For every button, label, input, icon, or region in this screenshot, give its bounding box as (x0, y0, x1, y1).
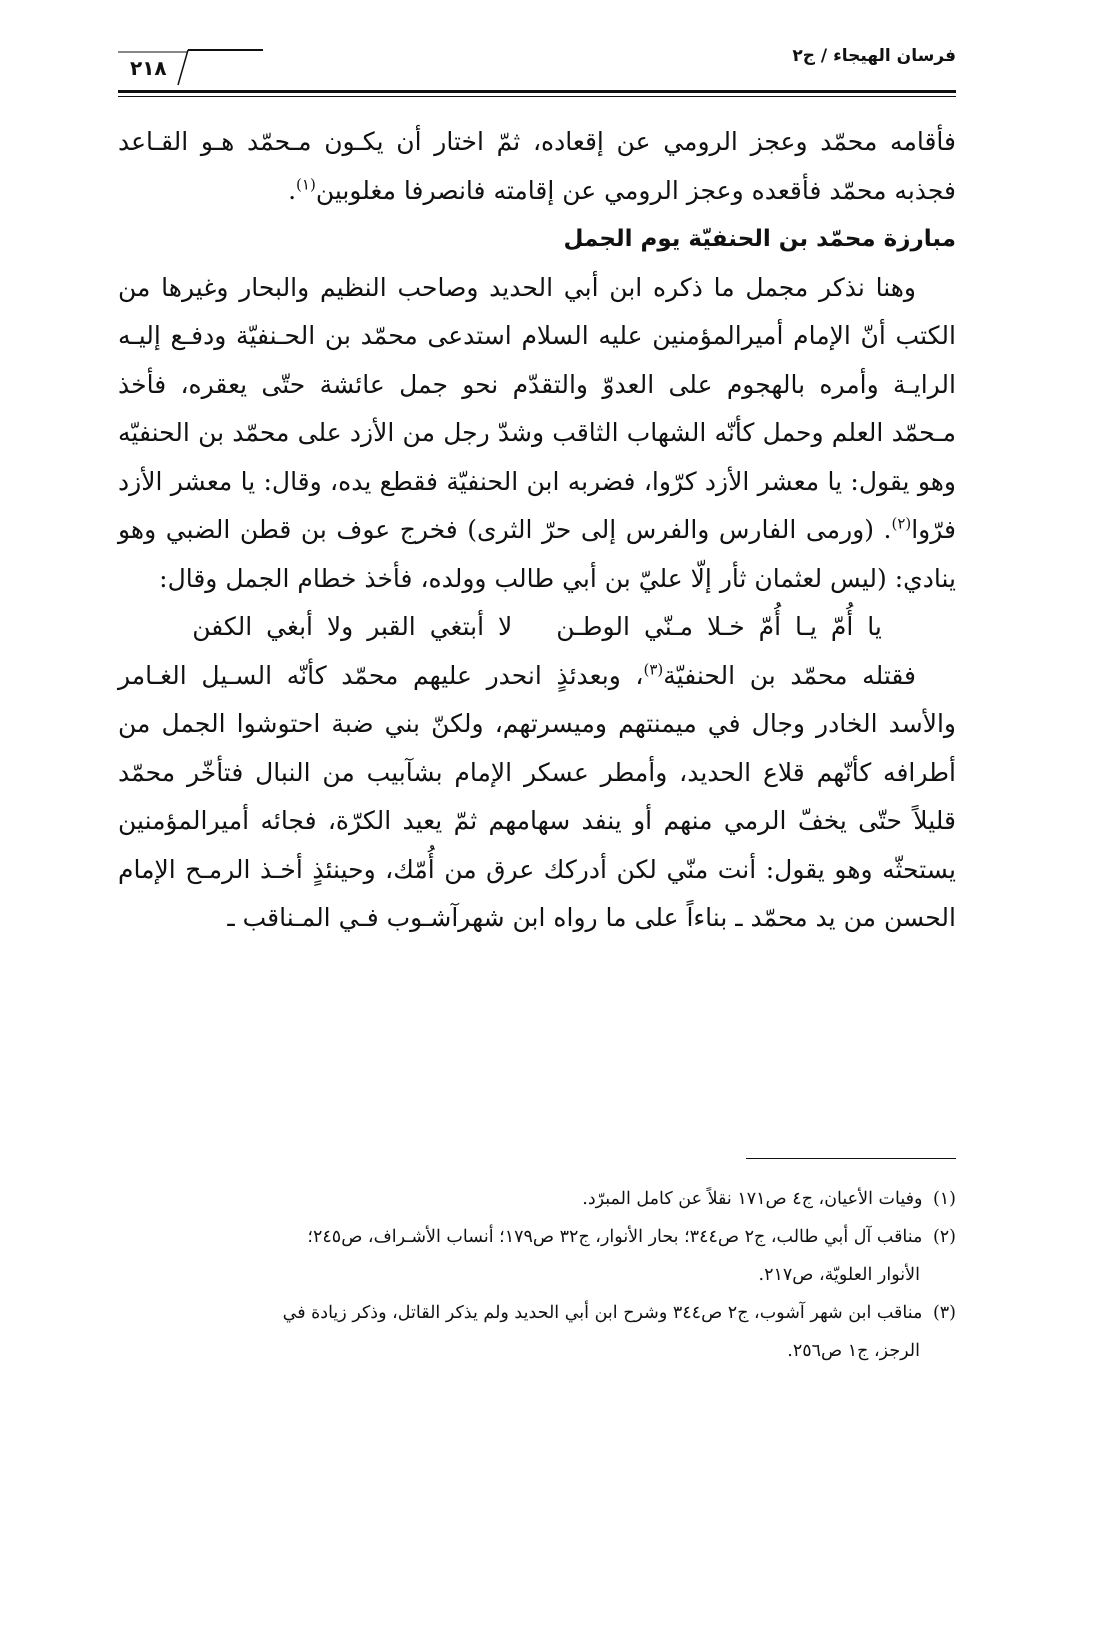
footnote-separator (746, 1158, 956, 1159)
footnote-3-continuation: الرجز، ج١ ص٢٥٦. (787, 1341, 920, 1361)
book-page (118, 40, 956, 1610)
verse-hemistich-1: يا أُمّ يـا أُمّ خـلا مـنّي الوطـن (556, 612, 882, 641)
paragraph-1-end: . (288, 175, 297, 205)
page-number: ٢١٨ (130, 56, 167, 80)
footnote-text: مناقب آل أبي طالب، ج٢ ص٣٤٤؛ بحار الأنوار، ج٣٢ ص١٧٩؛ أنساب الأشـراف، ص٢٤٥؛ (307, 1227, 923, 1247)
section-heading: مبارزة محمّد بن الحنفيّة يوم الجمل (563, 226, 956, 252)
running-title: فرسان الهيجاء / ج٢ (792, 46, 956, 66)
footnote-1 (118, 1180, 956, 1218)
paragraph-1-line-1: فأقامه محمّد وعجز الرومي عن إقعاده، ثمّ اختار أن يكـون مـحمّد هـو القـاعد (118, 127, 956, 156)
paragraph-3-text-cont: ، وبعدئذٍ انحدر عليهم محمّد كأنّه السـيل الغـامر والأسد الخادر وجال في ميمنتهم وميسرتهم، ولكنّ بني ضبة احتوشوا الجمل من أطرافه كأنّهم قلاع الحديد، وأمطر عسكر الإمام بشآبيب من النبال فتأخّر محمّد قليلاً حتّى يخفّ الرمي منهم أو ينفد سهامهم ثمّ يعيد الكرّة، فجائه أميرالمؤمنين يستحثّه وهو يقول: أنت منّي لكن أدركك عرق من أُمّك، وحينئذٍ أخـذ الرمـح الإمام الحسن من يد محمّد ـ بناءاً على ما رواه ابن شهرآشـوب فـي المـناقب ـ (118, 660, 956, 932)
main-text (118, 118, 956, 943)
paragraph-1 (118, 118, 956, 215)
paragraph-2-text: وهنا نذكر مجمل ما ذكره ابن أبي الحديد وصاحب النظيم والبحار وغيرها من الكتب أنّ الإمام أميرالمؤمنين عليه السلام استدعى محمّد بن الحـنفيّة ودفـع إليـه الرايـة وأمره بالهجوم على العدوّ والتقدّم نحو جمل عائشة حتّى يعقره، فأخذ مـحمّد العلم وحمل كأنّه الشهاب الثاقب وشدّ رجل من الأزد على محمّد بن الحنفيّه وهو يقول: يا معشر الأزد كرّوا، فضربه ابن الحنفيّة فقطع يده، وقال: يا معشر الأزد فرّوا (118, 272, 956, 544)
footnote-2-continuation: الأنوار العلويّة، ص٢١٧. (758, 1265, 920, 1285)
paragraph-3 (118, 652, 956, 943)
footnote-ref-3: (٣) (643, 660, 664, 679)
footnote-number: (٢) (932, 1227, 956, 1247)
paragraph-2-text-cont: . (ورمى الفارس والفرس إلى حرّ الثرى) فخرج عوف بن قطن الضبي وهو ينادي: (ليس لعثمان ثأر إلّا عليّ بن أبي طالب وولده، فأخذ خطام الجمل وقال: (118, 515, 956, 593)
page-header (118, 40, 956, 95)
header-rule (118, 90, 956, 93)
footnote-ref-2: (٢) (891, 514, 912, 533)
footnote-number: (١) (932, 1189, 956, 1209)
paragraph-1-line-2: فجذبه محمّد فأقعده وعجز الرومي عن إقامته فانصرفا مغلوبين (315, 175, 956, 205)
paragraph-2 (118, 264, 956, 604)
footnote-2 (118, 1218, 956, 1256)
header-rule-thin (118, 96, 956, 97)
footnote-text: مناقب ابن شهر آشوب، ج٢ ص٣٤٤ وشرح ابن أبي الحديد ولم يذكر القاتل، وذكر زيادة في (282, 1303, 923, 1323)
footnotes (118, 1180, 956, 1370)
footnote-3 (118, 1294, 956, 1332)
poetry-verse (118, 603, 956, 652)
paragraph-3-text: فقتله محمّد بن الحنفيّة (663, 660, 917, 690)
verse-hemistich-2: لا أبتغي القبر ولا أبغي الكفن (192, 612, 513, 641)
footnote-text: وفيات الأعيان، ج٤ ص١٧١ نقلاً عن كامل المبرّد. (582, 1189, 923, 1209)
footnote-number: (٣) (932, 1303, 956, 1323)
footnote-ref-1: (١) (296, 175, 316, 194)
